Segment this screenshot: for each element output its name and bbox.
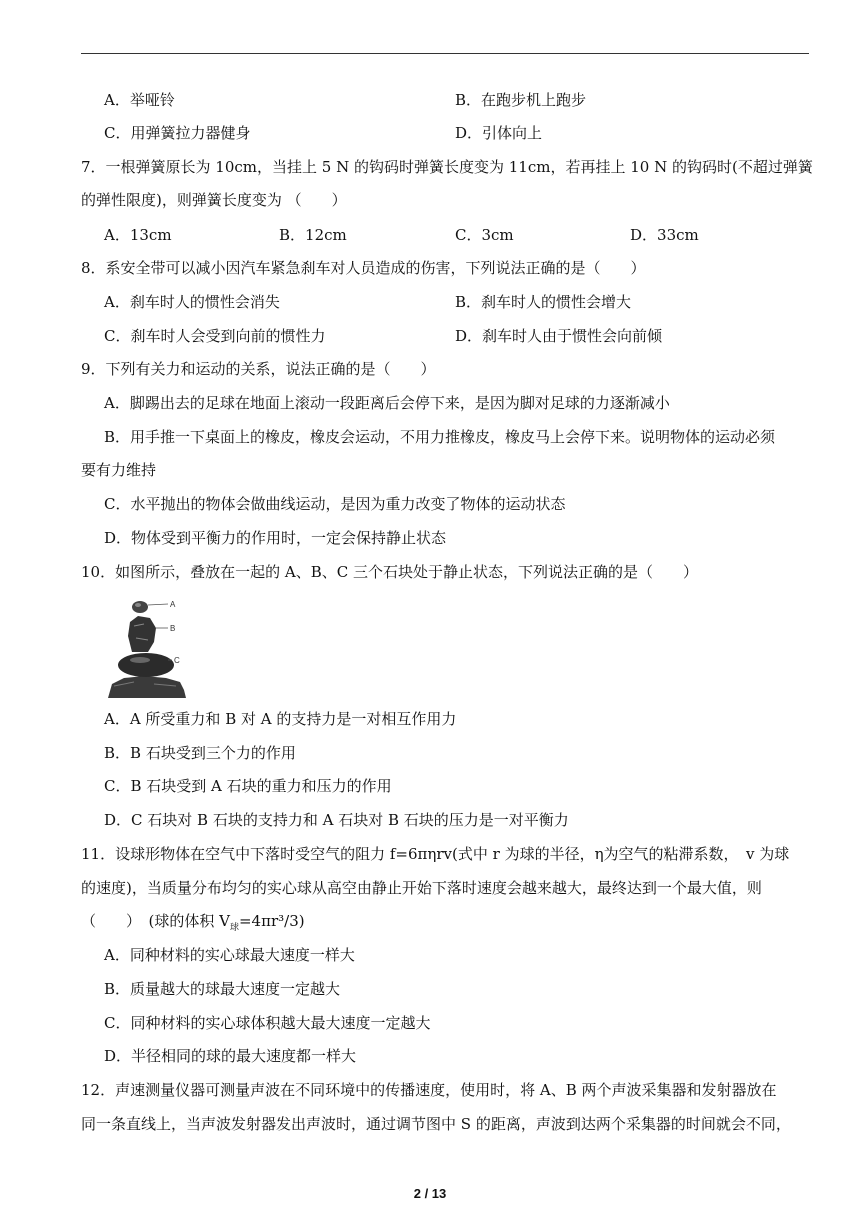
q10-option-b: B．B 石块受到三个力的作用	[104, 744, 296, 762]
q8-option-d: D．刹车时人由于惯性会向前倾	[455, 327, 663, 345]
q10-option-d: D．C 石块对 B 石块的支持力和 A 石块对 B 石块的压力是一对平衡力	[104, 811, 569, 829]
q8-option-a: A．刹车时人的惯性会消失	[104, 293, 280, 311]
q12-stem-line1: 12．声速测量仪器可测量声波在不同环境中的传播速度，使用时，将 A、B 两个声波采集器和发射器放在	[81, 1081, 777, 1099]
q8-stem: 8．系安全带可以减小因汽车紧急刹车对人员造成的伤害，下列说法正确的是（ ）	[81, 259, 646, 277]
q7-stem-line2: 的弹性限度)，则弹簧长度变为 （ ）	[81, 191, 347, 209]
fig-label-b: B	[170, 624, 176, 633]
q11-option-a: A．同种材料的实心球最大速度一样大	[104, 946, 355, 964]
q7-option-b: B．12cm	[279, 226, 347, 244]
q7-stem-line1: 7．一根弹簧原长为 10cm，当挂上 5 N 的钩码时弹簧长度变为 11cm，若再挂上 10 N 的钩码时(不超过弹簧	[81, 158, 813, 176]
q6-option-d: D．引体向上	[455, 124, 543, 142]
q9-option-d: D．物体受到平衡力的作用时，一定会保持静止状态	[104, 529, 447, 547]
header-rule	[81, 53, 809, 54]
q7-option-c: C．3cm	[455, 226, 514, 244]
q8-option-b: B．刹车时人的惯性会增大	[455, 293, 632, 311]
q9-option-b-line1: B．用手推一下桌面上的橡皮，橡皮会运动，不用力推橡皮，橡皮马上会停下来。说明物体的运动必须	[104, 428, 776, 446]
q8-option-c: C．刹车时人会受到向前的惯性力	[104, 327, 326, 345]
q7-option-a: A．13cm	[104, 226, 172, 244]
q10-stem: 10．如图所示，叠放在一起的 A、B、C 三个石块处于静止状态，下列说法正确的是（ ）	[81, 563, 698, 581]
q11-volume-subscript: 球	[229, 923, 239, 933]
q9-option-c: C．水平抛出的物体会做曲线运动，是因为重力改变了物体的运动状态	[104, 495, 566, 513]
q6-option-b: B．在跑步机上跑步	[455, 91, 587, 109]
stacked-stones-figure	[104, 594, 190, 700]
page-number: 2 / 13	[413, 1186, 447, 1201]
q11-volume-formula: =4πr³/3)	[238, 912, 305, 930]
q11-option-b: B．质量越大的球最大速度一定越大	[104, 980, 341, 998]
q6-option-a: A．举哑铃	[104, 91, 175, 109]
q10-option-a: A．A 所受重力和 B 对 A 的支持力是一对相互作用力	[104, 710, 457, 728]
q11-stem-line1: 11．设球形物体在空气中下落时受空气的阻力 f=6πηrv(式中 r 为球的半径，η为空气的粘滞系数， v 为球	[81, 845, 790, 863]
q9-option-b-line2: 要有力维持	[81, 461, 157, 479]
q12-stem-line2: 同一条直线上，当声波发射器发出声波时，通过调节图中 S 的距离，声波到达两个采集器的时间就会不同，	[81, 1115, 791, 1133]
q11-option-c: C．同种材料的实心球体积越大最大速度一定越大	[104, 1014, 431, 1032]
fig-label-a: A	[170, 600, 176, 609]
q11-line3-text: （ ） (球的体积 V	[81, 912, 230, 930]
q10-option-c: C．B 石块受到 A 石块的重力和压力的作用	[104, 777, 392, 795]
q11-option-d: D．半径相同的球的最大速度都一样大	[104, 1047, 357, 1065]
q9-stem: 9．下列有关力和运动的关系，说法正确的是（ ）	[81, 360, 436, 378]
q7-option-d: D．33cm	[630, 226, 699, 244]
fig-label-c: C	[174, 656, 180, 665]
q11-stem-line2: 的速度)，当质量分布均匀的实心球从高空由静止开始下落时速度会越来越大，最终达到一个最大值，则	[81, 879, 762, 897]
q9-option-a: A．脚踢出去的足球在地面上滚动一段距离后会停下来，是因为脚对足球的力逐渐减小	[104, 394, 670, 412]
q6-option-c: C．用弹簧拉力器健身	[104, 124, 251, 142]
q11-stem-line3	[81, 911, 305, 938]
